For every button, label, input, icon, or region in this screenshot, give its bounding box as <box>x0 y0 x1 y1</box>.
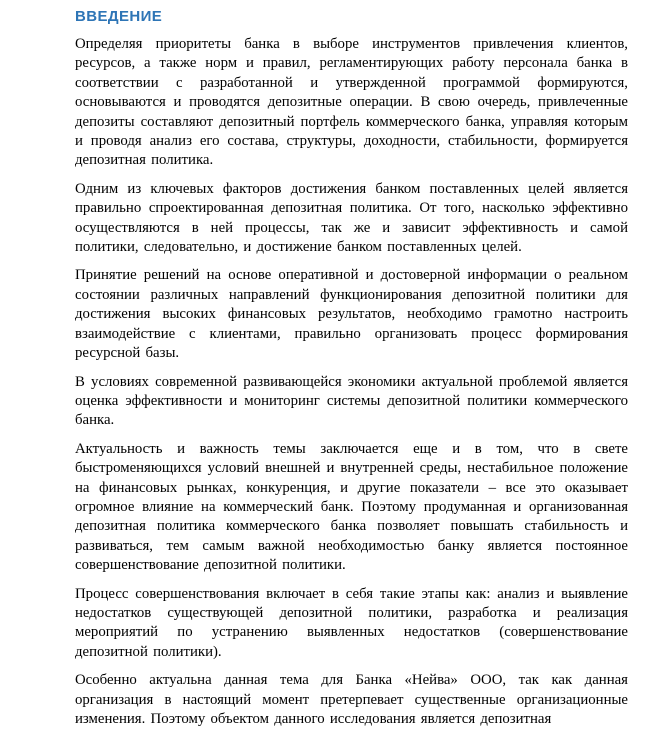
paragraph: Одним из ключевых факторов достижения банком поставленных целей является правильно спроектированная депозитная политика. От того, насколько эффективно осуществляются в ней процессы, так же и зависит эффективность и самой политики, следовательно, и достижение банком поставленных целей. <box>75 180 628 256</box>
paragraph: Особенно актуальна данная тема для Банка «Нейва» ООО, так как данная организация в настоящий момент претерпевает существенные организационные изменения. Поэтому объектом данного исследования является депозитная <box>75 672 628 727</box>
section-heading: ВВЕДЕНИЕ <box>75 8 163 25</box>
paragraph: Процесс совершенствования включает в себя такие этапы как: анализ и выявление недостатков существующей депозитной политики, разработка и реализация мероприятий по устранению выявленных недостатков (совершенствование депозитной политики). <box>75 585 628 660</box>
paragraph: Определяя приоритеты банка в выборе инструментов привлечения клиентов, ресурсов, а также норм и правил, регламентирующих работу персонала банка в соответствии с разработанной и утвержденной программой формируются, основываются и проводятся депозитные операции. В свою очередь, привлеченные депозиты составляют депозитный портфель коммерческого банка, управляя которым и проводя анализ его состава, структуры, доходности, стабильности, формируется депозитная политика. <box>75 36 628 169</box>
paragraph: Актуальность и важность темы заключается еще и в том, что в свете быстроменяющихся условий внешней и внутренней среды, нестабильное положение на финансовых рынках, конкуренция, и другие показатели – все это оказывает огромное влияние на коммерческий банк. Поэтому продуманная и организованная депозитная политика коммерческого банка позволяет повышать стабильность и развиваться, тем самым важной необходимостью банку является постоянное совершенствование депозитной политики. <box>75 440 628 574</box>
paragraph: В условиях современной развивающейся экономики актуальной проблемой является оценка эффективности и мониторинг системы депозитной политики коммерческого банка. <box>75 373 628 429</box>
paragraph: Принятие решений на основе оперативной и достоверной информации о реальном состоянии различных направлений функционирования депозитной политики для достижения высоких финансовых результатов, необходимо грамотно настроить взаимодействие с клиентами, правильно организовать процесс формирования ресурсной базы. <box>75 267 628 362</box>
